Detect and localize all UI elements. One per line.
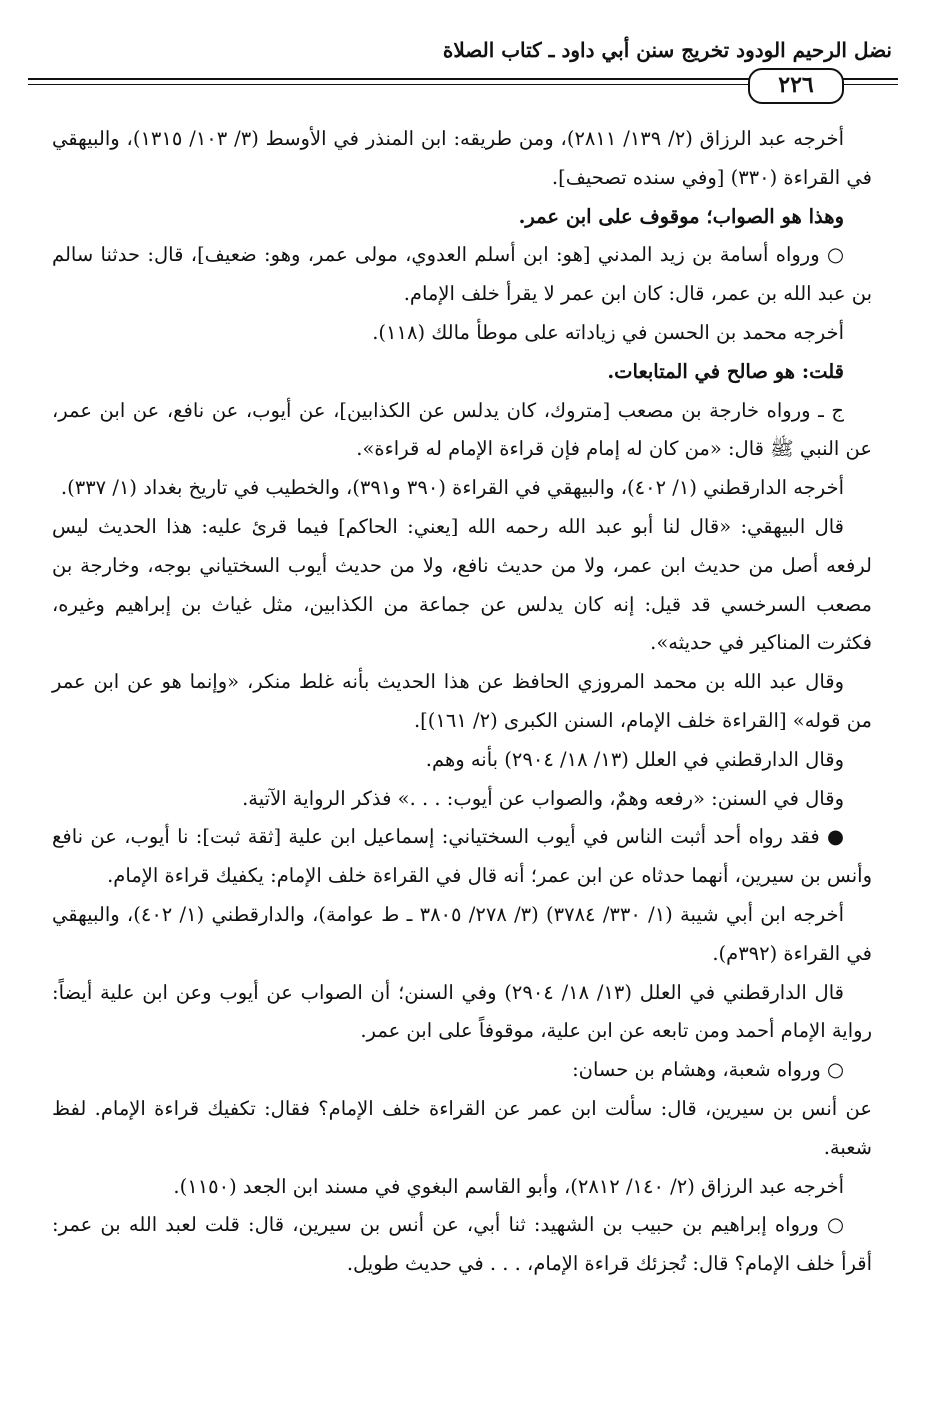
paragraph: ● فقد رواه أحد أثبت الناس في أيوب السختياني: إسماعيل ابن علية [ثقة ثبت]: نا أيوب، عن نافع وأنس بن سيرين، أنهما حدثاه عن ابن عمر؛ أنه قال في القراءة خلف الإمام: يكفيك قراءة الإمام.: [52, 825, 872, 888]
paragraph: عن أنس بن سيرين، قال: سألت ابن عمر عن القراءة خلف الإمام؟ فقال: تكفيك قراءة الإمام. لفظ شعبة.: [52, 1096, 872, 1159]
paragraph: قال الدارقطني في العلل (١٣/ ١٨/ ٢٩٠٤) وفي السنن؛ أن الصواب عن أيوب وعن ابن علية أيضاً: رواية الإمام أحمد ومن تابعه عن ابن علية، موقوفاً على ابن عمر.: [52, 980, 872, 1043]
paragraph: قال البيهقي: «قال لنا أبو عبد الله رحمه الله [يعني: الحاكم] فيما قرئ عليه: هذا الحديث ليس لرفعه أصل من حديث ابن عمر، ولا من حديث نافع، ولا من حديث أيوب السختياني بوجه، وخارجة بن مصعب السرخسي قد قيل: إنه كان يدلس عن جماعة من الكذابين، مثل غياث بن إبراهيم وغيره، فكثرت المناكير في حديثه».: [52, 514, 872, 655]
paragraph: وهذا هو الصواب؛ موقوف على ابن عمر.: [518, 204, 844, 228]
paragraph: وقال في السنن: «رفعه وهمٌ، والصواب عن أيوب: . . .» فذكر الرواية الآتية.: [242, 786, 844, 810]
paragraph: ○ ورواه شعبة، وهشام بن حسان:: [572, 1058, 844, 1082]
paragraph: أخرجه عبد الرزاق (٢/ ١٣٩/ ٢٨١١)، ومن طريقه: ابن المنذر في الأوسط (٣/ ١٠٣/ ١٣١٥)، والبيهقي في القراءة (٣٣٠) [وفي سنده تصحيف].: [52, 127, 872, 189]
page-body: [52, 120, 872, 1284]
paragraph: ○ ورواه أسامة بن زيد المدني [هو: ابن أسلم العدوي، مولى عمر، وهو: ضعيف]، قال: حدثنا سالم بن عبد الله بن عمر، قال: كان ابن عمر لا يقرأ خلف الإمام.: [52, 243, 872, 306]
page-header: [28, 38, 898, 98]
paragraph: وقال الدارقطني في العلل (١٣/ ١٨/ ٢٩٠٤) بأنه وهم.: [425, 747, 844, 771]
paragraph: أخرجه محمد بن الحسن في زياداته على موطأ مالك (١١٨).: [372, 320, 844, 344]
running-title: نضل الرحيم الودود تخريج سنن أبي داود ـ كتاب الصلاة: [442, 38, 892, 62]
paragraph: قلت: هو صالح في المتابعات.: [607, 359, 844, 383]
page-number: ٢٢٦: [748, 68, 844, 104]
paragraph: أخرجه عبد الرزاق (٢/ ١٤٠/ ٢٨١٢)، وأبو القاسم البغوي في مسند ابن الجعد (١١٥٠).: [173, 1174, 844, 1198]
paragraph: أخرجه ابن أبي شيبة (١/ ٣٣٠/ ٣٧٨٤) (٣/ ٢٧٨/ ٣٨٠٥ ـ ط عوامة)، والدارقطني (١/ ٤٠٢)، والبيهقي في القراءة (٣٩٢م).: [52, 902, 872, 965]
paragraph: وقال عبد الله بن محمد المروزي الحافظ عن هذا الحديث بأنه غلط منكر، «وإنما هو عن ابن عمر من قوله» [القراءة خلف الإمام، السنن الكبرى (٢/ ١٦١)].: [52, 670, 872, 732]
paragraph: أخرجه الدارقطني (١/ ٤٠٢)، والبيهقي في القراءة (٣٩٠ و٣٩١)، والخطيب في تاريخ بغداد (١/ ٣٣٧).: [60, 476, 844, 500]
paragraph: ○ ورواه إبراهيم بن حبيب بن الشهيد: ثنا أبي، عن أنس بن سيرين، قال: قلت لعبد الله بن عمر: أقرأ خلف الإمام؟ قال: تُجزئك قراءة الإمام، . . . في حديث طويل.: [52, 1213, 872, 1276]
paragraph: ج ـ ورواه خارجة بن مصعب [متروك، كان يدلس عن الكذابين]، عن أيوب، عن نافع، عن ابن عمر، عن النبي ﷺ قال: «من كان له إمام فإن قراءة الإمام له قراءة».: [52, 398, 872, 461]
